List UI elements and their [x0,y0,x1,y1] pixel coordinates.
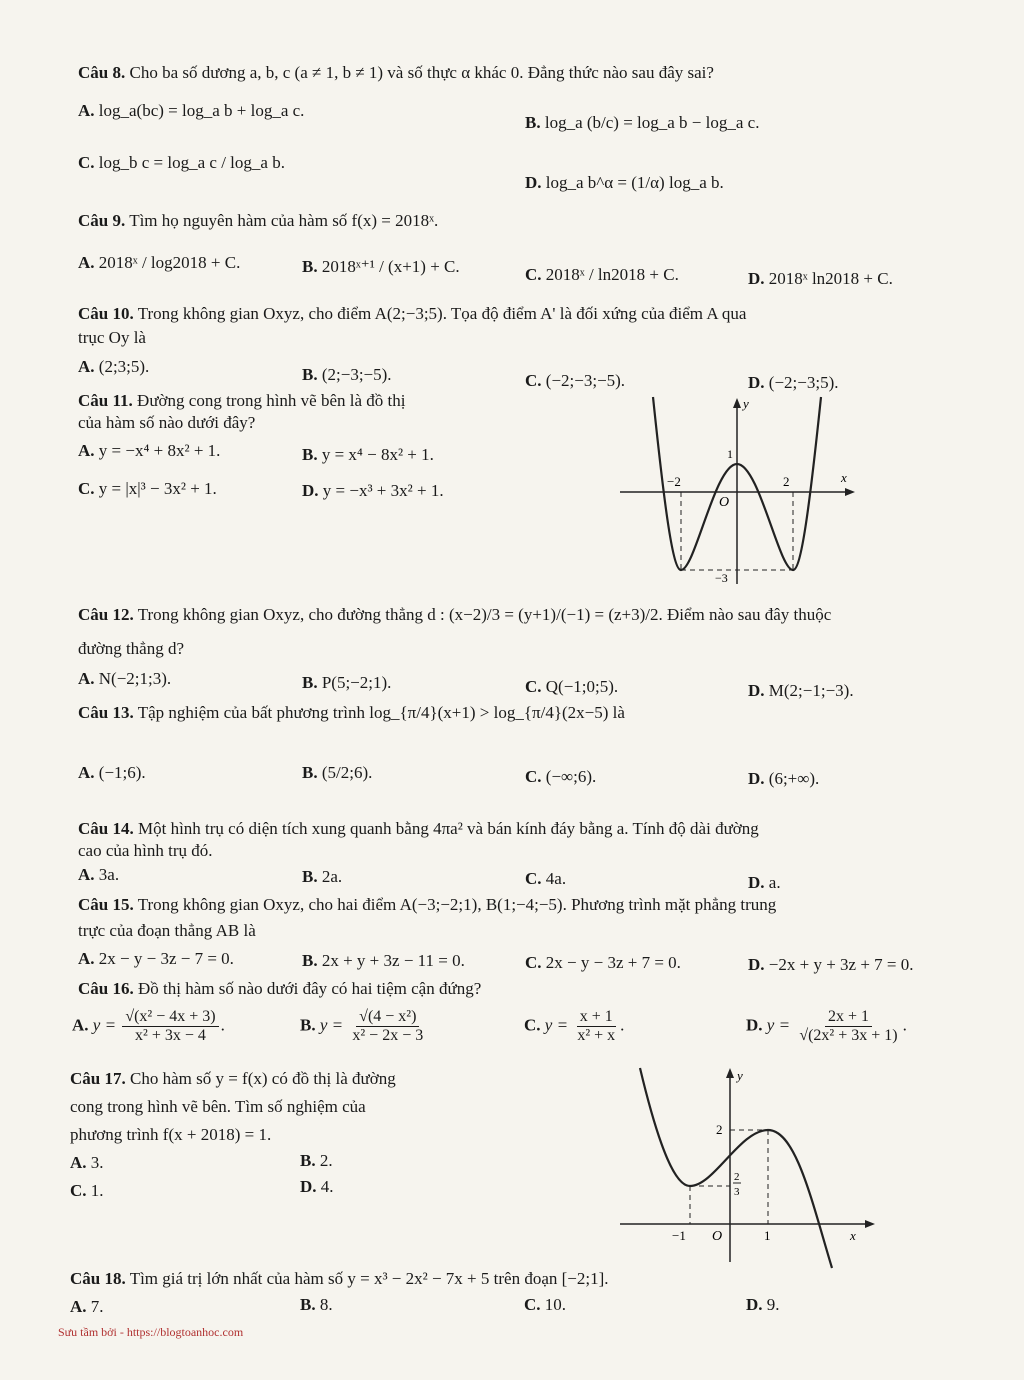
q17-option-b: B. 2. [300,1151,333,1170]
q10-line2: trục Oy là [78,328,146,347]
q16-option-a: A. y = $\frac{\text{√(x² − 4x + 3)}}{\text{x² + 3x − 4}}$ . [72,1008,225,1044]
q12-option-a: A. N(−2;1;3). [78,669,172,688]
q14-option-a: A. 3a. [78,865,120,884]
q11-tick-one: 1 [727,447,733,461]
q17-curve [640,1068,832,1268]
q11-option-d: D. y = −x³ + 3x² + 1. [302,481,444,500]
q13-option-d: D. (6;+∞). [748,769,820,788]
q16-option-d: D. y = $\frac{2x + 1}{\text{√(2x² + 3x + 1)}}$ . [746,1008,907,1044]
q12-line2: đường thẳng d? [78,639,185,658]
q11-x-label: x [841,470,847,485]
q16-option-c: C. y = $\frac{x + 1}{\text{x² + x}}$ . [524,1008,625,1044]
q11-y-arrow-icon [733,398,741,408]
q11-tick-neg2: −2 [667,474,681,489]
footer-credit[interactable]: Sưu tầm bởi - https://blogtoanhoc.com [58,1325,244,1339]
q15-line2: trực của đoạn thẳng AB là [78,921,256,940]
q17-line3: phương trình f(x + 2018) = 1. [70,1125,272,1144]
q11-line2: của hàm số nào dưới đây? [78,413,256,432]
q15-option-d: D. −2x + y + 3z + 7 = 0. [748,955,914,974]
q12-option-b: B. P(5;−2;1). [302,673,392,692]
q10-option-d: D. (−2;−3;5). [748,373,839,392]
q18-option-b: B. 8. [300,1295,333,1314]
q17-x-label: x [850,1228,856,1243]
q10-line1: Câu 10. Trong không gian Oxyz, cho điểm A(2;−3;5). Tọa độ điểm A' là đối xứng của điểm A qua [78,304,747,323]
q17-option-a: A. 3. [70,1153,104,1172]
q14-option-d: D. a. [748,873,781,892]
q14-option-c: C. 4a. [525,869,567,888]
q12-option-d: D. M(2;−1;−3). [748,681,854,700]
q18-option-d: D. 9. [746,1295,780,1314]
q11-tick-neg3: −3 [715,571,728,585]
q8-text: Cho ba số dương a, b, c (a ≠ 1, b ≠ 1) và số thực α khác 0. Đẳng thức nào sau đây sai? [129,63,714,82]
q11-option-b: B. y = x⁴ − 8x² + 1. [302,445,434,464]
q11-option-c: C. y = |x|³ − 3x² + 1. [78,479,217,498]
q8-title: Câu 8. [78,63,126,82]
q13-option-c: C. (−∞;6). [525,767,597,786]
q17-tick-frac-den: 3 [734,1186,740,1198]
q8-option-b: B. log_a (b/c) = log_a b − log_a c. [525,113,760,132]
q17-line1: Câu 17. Cho hàm số y = f(x) có đồ thị là đường [70,1069,396,1088]
q18-option-a: A. 7. [70,1297,104,1316]
q12-option-c: C. Q(−1;0;5). [525,677,619,696]
q17-tick-two: 2 [716,1122,723,1137]
q17-tick-frac-num: 2 [734,1171,740,1183]
q8-option-a: A. log_a(bc) = log_a b + log_a c. [78,101,305,120]
q16-option-b: B. y = $\frac{\text{√(4 − x²)}}{\text{x² − 2x − 3}}$ [300,1008,424,1044]
q12-line1: Câu 12. Trong không gian Oxyz, cho đường thẳng d : (x−2)/3 = (y+1)/(−1) = (z+3)/2. Điểm nào sau đây thuộc [78,605,832,624]
q13-line: Câu 13. Tập nghiệm của bất phương trình log_{π/4}(x+1) > log_{π/4}(2x−5) là [78,703,625,722]
q8-option-c: C. log_b c = log_a c / log_a b. [78,153,285,172]
q11-line1: Câu 11. Đường cong trong hình vẽ bên là đồ thị [78,391,406,410]
q11-x-arrow-icon [845,488,855,496]
q17-tick-pos1: 1 [764,1228,771,1243]
q15-option-b: B. 2x + y + 3z − 11 = 0. [302,951,465,970]
q17-tick-neg1: −1 [672,1228,686,1243]
q15-option-c: C. 2x − y − 3z + 7 = 0. [525,953,681,972]
q17-graph [610,1062,880,1272]
q16-line: Câu 16. Đồ thị hàm số nào dưới đây có hai tiệm cận đứng? [78,979,482,998]
q17-y-arrow-icon [726,1068,734,1078]
q14-line2: cao của hình trụ đó. [78,841,213,860]
q9-line: Câu 9. Tìm họ nguyên hàm của hàm số f(x) = 2018ˣ. [78,211,439,230]
q11-origin-label: O [719,495,730,510]
q10-option-b: B. (2;−3;−5). [302,365,392,384]
q17-y-label: y [737,1068,743,1083]
q11-option-a: A. y = −x⁴ + 8x² + 1. [78,441,221,460]
q18-option-c: C. 10. [524,1295,567,1314]
q8-option-d: D. log_a b^α = (1/α) log_a b. [525,173,724,192]
q15-option-a: A. 2x − y − 3z − 7 = 0. [78,949,234,968]
q13-option-b: B. (5/2;6). [302,763,373,782]
q11-graph [615,392,865,592]
q10-option-c: C. (−2;−3;−5). [525,371,626,390]
q17-option-d: D. 4. [300,1177,334,1196]
q17-option-c: C. 1. [70,1181,104,1200]
q9-option-a: A. 2018ˣ / log2018 + C. [78,253,241,272]
q9-option-d: D. 2018ˣ ln2018 + C. [748,269,893,288]
q9-option-c: C. 2018ˣ / ln2018 + C. [525,265,679,284]
q11-tick-pos2: 2 [783,474,790,489]
q11-y-label: y [743,396,749,411]
q18-line: Câu 18. Tìm giá trị lớn nhất của hàm số y = x³ − 2x² − 7x + 5 trên đoạn [−2;1]. [70,1269,609,1288]
q15-line1: Câu 15. Trong không gian Oxyz, cho hai điểm A(−3;−2;1), B(1;−4;−5). Phương trình mặt phẳng trung [78,895,777,914]
q10-option-a: A. (2;3;5). [78,357,150,376]
q14-option-b: B. 2a. [302,867,343,886]
q14-line1: Câu 14. Một hình trụ có diện tích xung quanh bằng 4πa² và bán kính đáy bằng a. Tính độ dài đường [78,819,759,838]
q17-origin-label: O [712,1229,723,1244]
q9-option-b: B. 2018ˣ⁺¹ / (x+1) + C. [302,257,460,276]
q8-line [78,62,714,84]
q17-x-arrow-icon [865,1220,875,1228]
q17-line2: cong trong hình vẽ bên. Tìm số nghiệm của [70,1097,366,1116]
q13-option-a: A. (−1;6). [78,763,146,782]
